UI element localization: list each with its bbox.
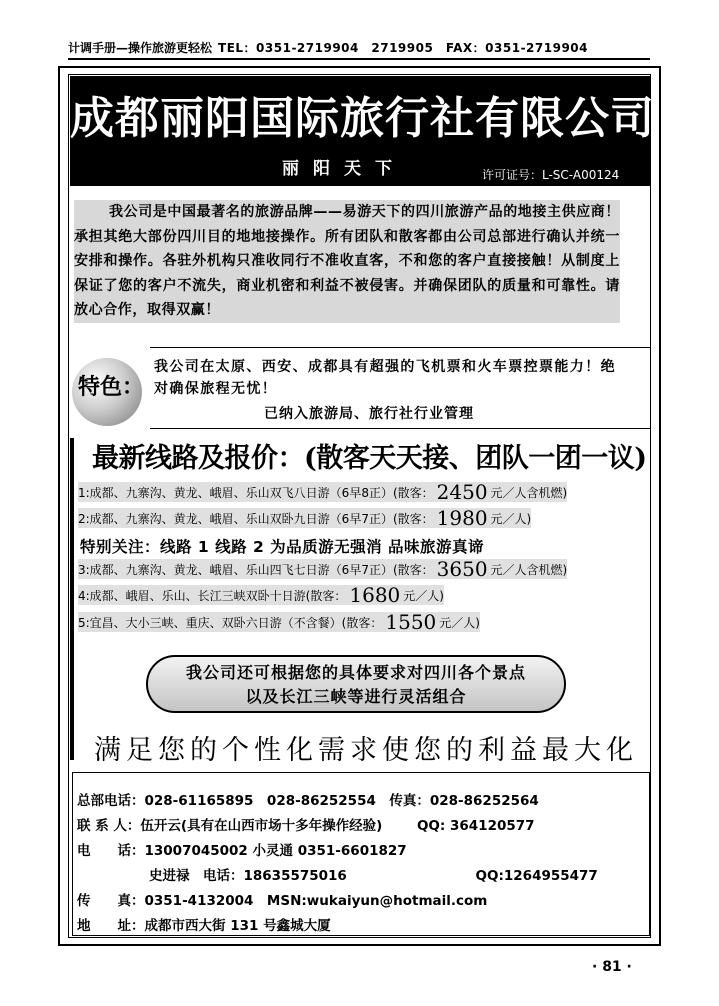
route-desc: 4:成都、峨眉、乐山、长江三峡双卧十日游(散客：	[78, 588, 347, 603]
route-unit: 元／人含机燃)	[490, 485, 568, 500]
divider	[150, 428, 650, 429]
feature-text: 我公司在太原、西安、成都具有超强的飞机票和火车票控票能力！绝对确保旅程无忧！	[154, 359, 616, 397]
special-notice: 特别关注：线路 1 线路 2 为品质游无强消 品味旅游真谛	[80, 538, 485, 556]
route-desc: 1:成都、九寨沟、黄龙、峨眉、乐山双飞八日游（6早8正）(散客：	[78, 485, 434, 500]
route-price: 2450	[436, 480, 488, 504]
route-item	[78, 585, 444, 605]
company-motto: 丽阳天下	[282, 159, 406, 179]
header-slogan: 计调手册—操作旅游更轻松	[68, 40, 213, 55]
license-number: 许可证号：L-SC-A00124	[482, 168, 620, 182]
route-unit: 元／人含机燃)	[490, 562, 568, 577]
closing-slogan: 满足您的个性化需求使您的利益最大化	[94, 735, 638, 766]
contact-phone2-qq: QQ:1264955477	[475, 868, 598, 884]
contact-person-row	[77, 814, 535, 834]
contact-phone: 电 话：13007045002 小灵通 0351-6601827	[77, 843, 407, 859]
route-unit: 元／人)	[490, 511, 532, 526]
divider	[150, 347, 650, 348]
contact-hq: 总部电话：028-61165895 028-86252554 传真：028-86252564	[77, 793, 539, 809]
route-price: 1550	[385, 610, 437, 634]
feature-note: 已纳入旅游局、旅行社行业管理	[264, 406, 474, 422]
company-name: 成都丽阳国际旅行社有限公司	[70, 93, 655, 144]
contact-address: 地 址：成都市西大街 131 号鑫城大厦	[77, 918, 331, 934]
intro-text: 我公司是中国最著名的旅游品牌——易游天下的四川旅游产品的地接主供应商！承担其绝大部份四川目的地地接操作。所有团队和散客都由公司总部进行确认并统一安排和操作。各驻外机构只准收同行不准收直客，不和您的客户直接接触！从制度上保证了您的客户不流失，商业机密和利益不被侵害。并确保团队的质量和可靠性。请放心合作，取得双赢！	[74, 204, 620, 319]
feature-label: 特色：	[78, 374, 145, 400]
route-desc: 5:宜昌、大小三峡、重庆、双卧六日游（不含餐）(散客：	[78, 615, 383, 630]
intro-paragraph	[74, 200, 620, 323]
route-desc: 3:成都、九寨沟、黄龙、峨眉、乐山四飞七日游（6早7正）(散客：	[78, 562, 434, 577]
route-unit: 元／人)	[403, 588, 444, 603]
header-contact: TEL：0351-2719904 2719905 FAX：0351-2719904	[218, 40, 589, 55]
page-number: · 81 ·	[592, 959, 632, 975]
combo-line-2: 以及长江三峡等进行灵活组合	[245, 687, 467, 706]
route-unit: 元／人)	[439, 615, 480, 630]
combo-line-1: 我公司还可根据您的具体要求对四川各个景点	[185, 663, 526, 682]
route-item	[78, 482, 567, 502]
route-desc: 2:成都、九寨沟、黄龙、峨眉、乐山双卧九日游（6早7正）(散客：	[78, 511, 434, 526]
contact-phone2: 史进禄 电话：18635575016	[149, 868, 347, 884]
page-header	[68, 36, 650, 60]
route-price: 1980	[436, 506, 488, 530]
routes-title: 最新线路及报价：(散客天天接、团队一团一议)	[92, 443, 647, 474]
contact-person: 联 系 人：伍开云(具有在山西市场十多年操作经验)	[77, 818, 383, 834]
route-item	[78, 559, 567, 579]
combo-banner	[146, 655, 566, 713]
route-price: 3650	[436, 557, 488, 581]
contact-box	[72, 772, 650, 936]
route-price: 1680	[349, 583, 401, 607]
route-item	[78, 508, 531, 528]
section-bar	[70, 438, 74, 760]
contact-phone2-row	[149, 864, 598, 884]
contact-fax: 传 真：0351-4132004 MSN:wukaiyun@hotmail.com	[77, 893, 488, 909]
route-item	[78, 612, 480, 632]
contact-person-qq: QQ: 364120577	[416, 818, 535, 834]
